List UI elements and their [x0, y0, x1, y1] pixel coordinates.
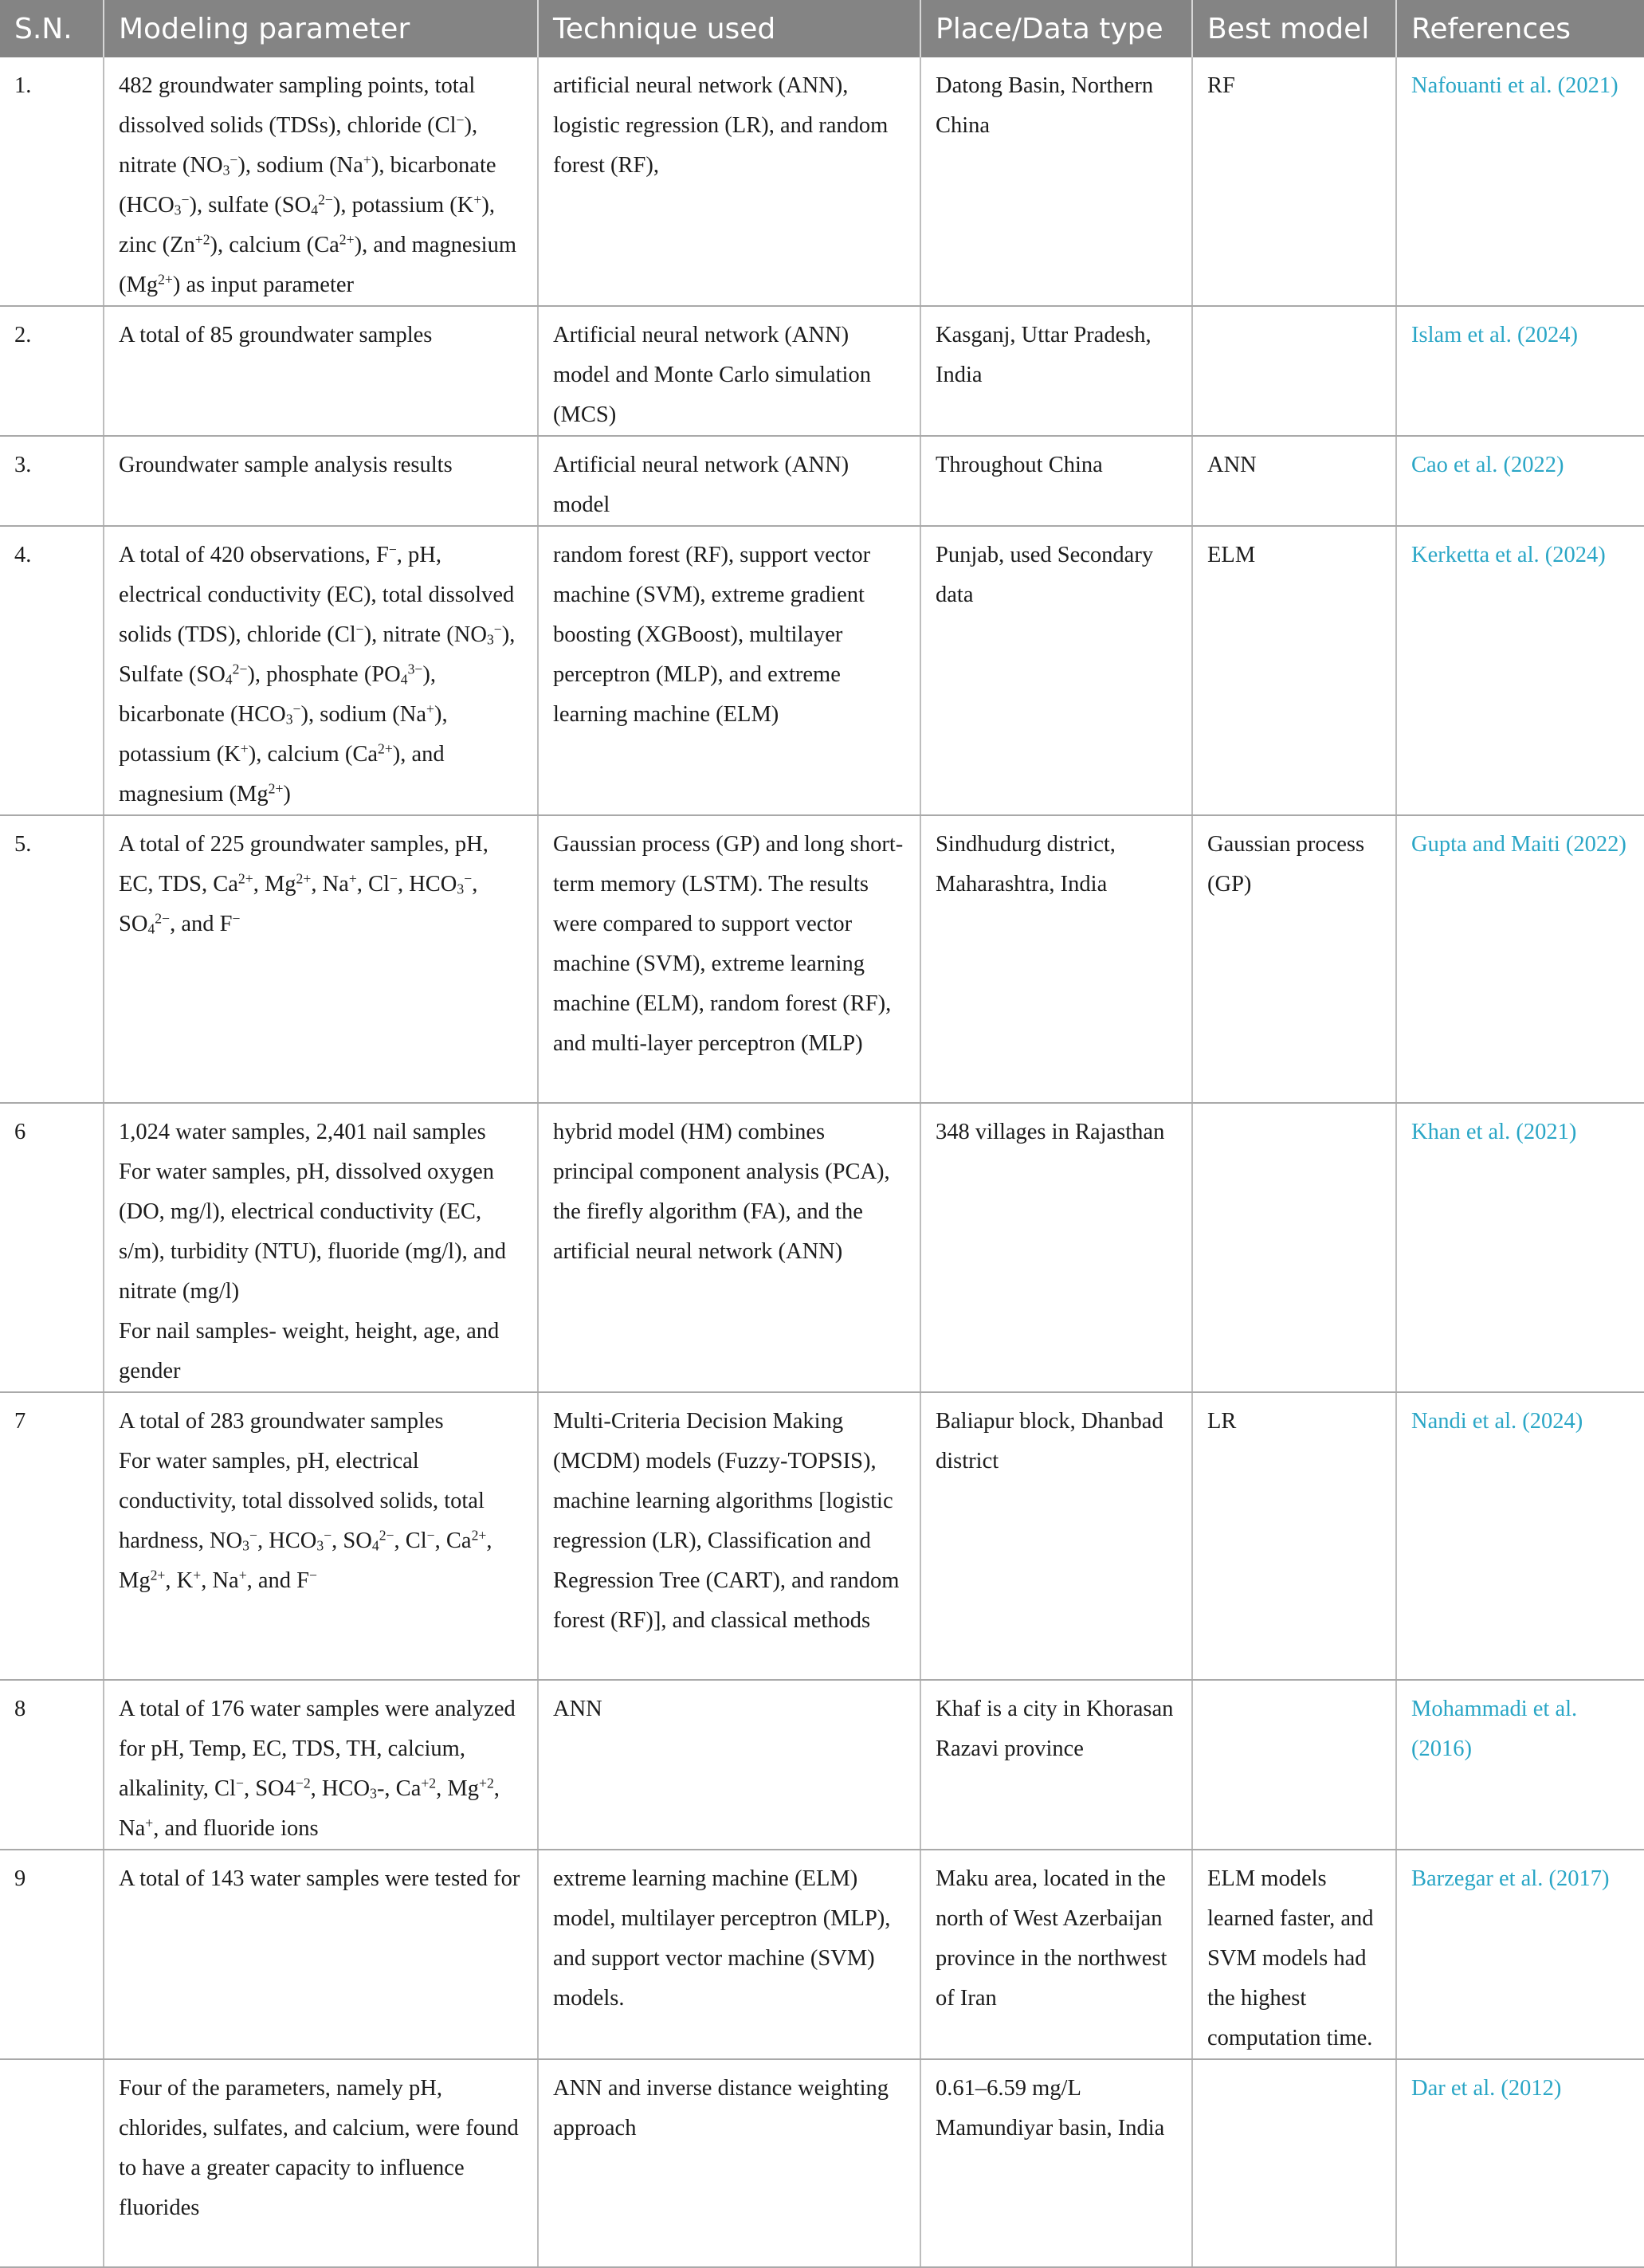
cell-place-data-type: Datong Basin, Northern China: [920, 57, 1192, 306]
reference-link[interactable]: Kerketta et al. (2024): [1396, 526, 1644, 815]
cell-modeling-parameter: 1,024 water samples, 2,401 nail samples For water samples, pH, dissolved oxygen (DO, mg/l), electrical conductivity (EC, s/m), turbidity (NTU), fluoride (mg/l), and nitrate (mg/l) For nail samples- weight, height, age, and gender: [104, 1103, 538, 1392]
cell-sn: 1.: [0, 57, 104, 306]
table-row: [0, 1680, 1644, 1850]
cell-modeling-parameter: A total of 283 groundwater samples For water samples, pH, electrical conductivity, total dissolved solids, total hardness, $NO_3^-$, $HCO_3^-$, $SO_4^{2-}$, Cl−, $Ca^{2+}$, $Mg^{2+}$, K+, Na+, and F−: [104, 1392, 538, 1680]
cell-technique-used: artificial neural network (ANN), logistic regression (LR), and random forest (RF),: [538, 57, 920, 306]
cell-modeling-parameter: A total of 176 water samples were analyzed for pH, Temp, EC, TDS, TH, calcium, alkalinity, Cl−, $SO4^{-2}$, $HCO_3-$, $Ca^{+2}$, $Mg^{+2}$, Na+, and fluoride ions: [104, 1680, 538, 1850]
cell-modeling-parameter: A total of 143 water samples were tested for: [104, 1850, 538, 2059]
reference-link[interactable]: Gupta and Maiti (2022): [1396, 815, 1644, 1103]
reference-link[interactable]: Barzegar et al. (2017): [1396, 1850, 1644, 2059]
table-row: [0, 306, 1644, 436]
reference-link[interactable]: Islam et al. (2024): [1396, 306, 1644, 436]
cell-sn: 4.: [0, 526, 104, 815]
cell-best-model: [1192, 306, 1396, 436]
cell-modeling-parameter: Groundwater sample analysis results: [104, 436, 538, 526]
cell-technique-used: ANN and inverse distance weighting approach: [538, 2059, 920, 2267]
cell-best-model: ELM models learned faster, and SVM models had the highest computation time.: [1192, 1850, 1396, 2059]
cell-sn: 8: [0, 1680, 104, 1850]
table-row: [0, 815, 1644, 1103]
cell-best-model: [1192, 1103, 1396, 1392]
table-row: [0, 526, 1644, 815]
reference-link[interactable]: Cao et al. (2022): [1396, 436, 1644, 526]
table-body: [0, 57, 1644, 2267]
cell-technique-used: Gaussian process (GP) and long short-term memory (LSTM). The results were compared to support vector machine (SVM), extreme learning machine (ELM), random forest (RF), and multi-layer perceptron (MLP): [538, 815, 920, 1103]
cell-place-data-type: 0.61–6.59 mg/L Mamundiyar basin, India: [920, 2059, 1192, 2267]
cell-best-model: [1192, 1680, 1396, 1850]
cell-modeling-parameter: A total of 420 observations, F−, pH, electrical conductivity (EC), total dissolved solids (TDS), chloride (Cl−), nitrate $(NO_3^-)$, Sulfate $(SO_4^{2-})$, phosphate $(PO_4^{3-})$, bicarbonate $(HCO_3^-)$, sodium (Na+), potassium (K+), calcium $(Ca^{2+})$, and magnesium $(Mg^{2+})$: [104, 526, 538, 815]
reference-link[interactable]: Nandi et al. (2024): [1396, 1392, 1644, 1680]
cell-place-data-type: Throughout China: [920, 436, 1192, 526]
cell-technique-used: Multi-Criteria Decision Making (MCDM) models (Fuzzy-TOPSIS), machine learning algorithms [logistic regression (LR), Classification and Regression Tree (CART), and random forest (RF)], and classical methods: [538, 1392, 920, 1680]
cell-sn: 9: [0, 1850, 104, 2059]
cell-sn: 2.: [0, 306, 104, 436]
header-place-data-type: Place/Data type: [920, 0, 1192, 57]
header-modeling-parameter: Modeling parameter: [104, 0, 538, 57]
cell-best-model: ELM: [1192, 526, 1396, 815]
cell-technique-used: extreme learning machine (ELM) model, multilayer perceptron (MLP), and support vector machine (SVM) models.: [538, 1850, 920, 2059]
cell-sn: 3.: [0, 436, 104, 526]
header-technique-used: Technique used: [538, 0, 920, 57]
table-row: [0, 1392, 1644, 1680]
cell-place-data-type: Kasganj, Uttar Pradesh, India: [920, 306, 1192, 436]
cell-best-model: RF: [1192, 57, 1396, 306]
reference-link[interactable]: Nafouanti et al. (2021): [1396, 57, 1644, 306]
cell-place-data-type: Sindhudurg district, Maharashtra, India: [920, 815, 1192, 1103]
cell-technique-used: hybrid model (HM) combines principal component analysis (PCA), the firefly algorithm (FA), and the artificial neural network (ANN): [538, 1103, 920, 1392]
cell-place-data-type: 348 villages in Rajasthan: [920, 1103, 1192, 1392]
cell-best-model: ANN: [1192, 436, 1396, 526]
table-row: [0, 57, 1644, 306]
table-row: [0, 1850, 1644, 2059]
header-best-model: Best model: [1192, 0, 1396, 57]
table-header-row: [0, 0, 1644, 57]
table-row: [0, 1103, 1644, 1392]
cell-sn: 7: [0, 1392, 104, 1680]
cell-place-data-type: Maku area, located in the north of West Azerbaijan province in the northwest of Iran: [920, 1850, 1192, 2059]
cell-place-data-type: Khaf is a city in Khorasan Razavi province: [920, 1680, 1192, 1850]
table-row: [0, 436, 1644, 526]
cell-technique-used: ANN: [538, 1680, 920, 1850]
reference-link[interactable]: Mohammadi et al. (2016): [1396, 1680, 1644, 1850]
reference-link[interactable]: Khan et al. (2021): [1396, 1103, 1644, 1392]
header-references: References: [1396, 0, 1644, 57]
cell-best-model: LR: [1192, 1392, 1396, 1680]
reference-link[interactable]: Dar et al. (2012): [1396, 2059, 1644, 2267]
header-sn: S.N.: [0, 0, 104, 57]
cell-modeling-parameter: A total of 225 groundwater samples, pH, EC, TDS, $Ca^{2+}$, $Mg^{2+}$, Na+, Cl−, $HCO_3^-$, $SO_4^{2-}$, and F−: [104, 815, 538, 1103]
cell-technique-used: Artificial neural network (ANN) model and Monte Carlo simulation (MCS): [538, 306, 920, 436]
cell-sn: 6: [0, 1103, 104, 1392]
cell-modeling-parameter: Four of the parameters, namely pH, chlorides, sulfates, and calcium, were found to have a greater capacity to influence fluorides: [104, 2059, 538, 2267]
cell-modeling-parameter: 482 groundwater sampling points, total dissolved solids (TDSs), chloride (Cl−), nitrate $(NO_3^-)$, sodium (Na+), bicarbonate $(HCO_3^-)$, sulfate $(SO_4^{2-})$, potassium (K+), zinc $(Zn^{+2})$, calcium $(Ca^{2+})$, and magnesium $(Mg^{2+})$ as input parameter: [104, 57, 538, 306]
cell-best-model: Gaussian process (GP): [1192, 815, 1396, 1103]
cell-place-data-type: Baliapur block, Dhanbad district: [920, 1392, 1192, 1680]
cell-modeling-parameter: A total of 85 groundwater samples: [104, 306, 538, 436]
cell-technique-used: random forest (RF), support vector machine (SVM), extreme gradient boosting (XGBoost), multilayer perceptron (MLP), and extreme learning machine (ELM): [538, 526, 920, 815]
cell-sn: 5.: [0, 815, 104, 1103]
cell-place-data-type: Punjab, used Secondary data: [920, 526, 1192, 815]
cell-technique-used: Artificial neural network (ANN) model: [538, 436, 920, 526]
